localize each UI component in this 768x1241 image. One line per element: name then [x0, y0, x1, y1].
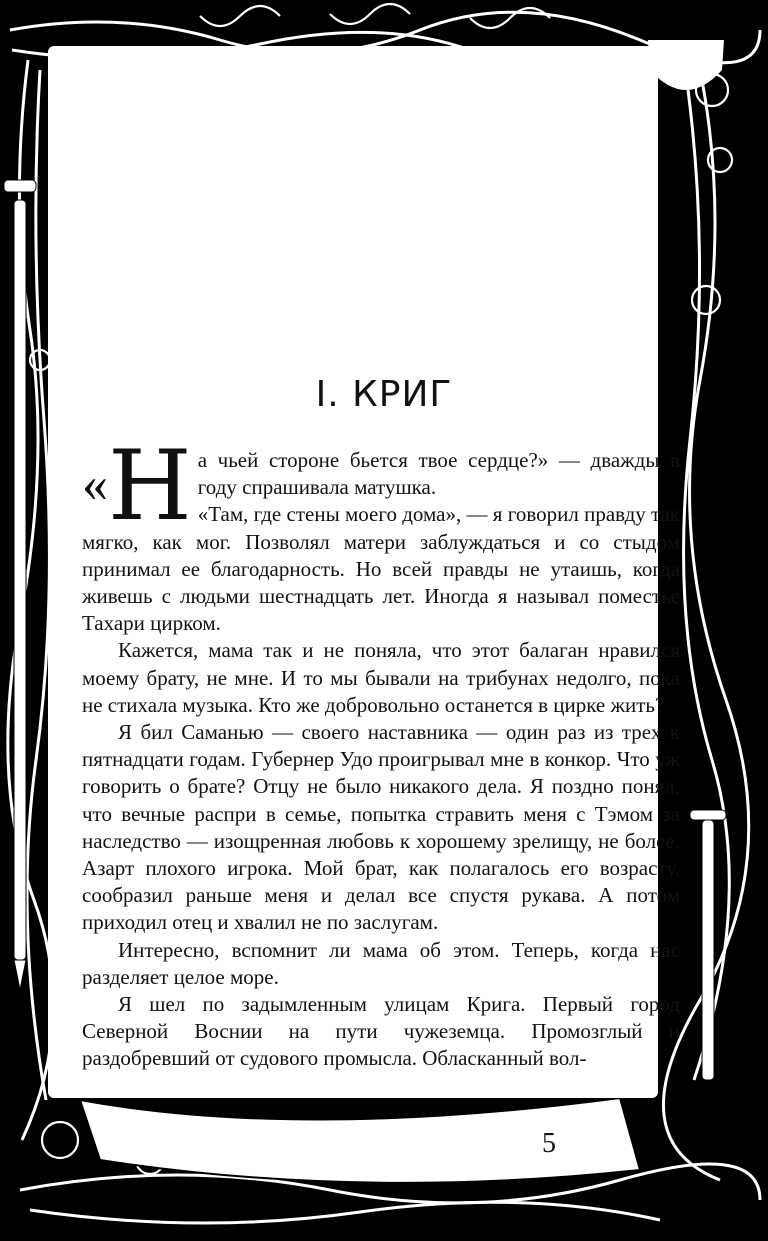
paragraph: Я бил Саманью — своего наставника — один раз из трех к пятнадцати годам. Губернер Удо проигрывал мне в конкор. Что уж говорить о брате? Отцу не было никакого дела. Я поздно понял, что вечные распри в семье, попытка стравить меня с Тэмом за наследство — изощренная любовь к хорошему зрелищу, не более. Азарт плохого игрока. Мой брат, как полагалось его возрасту, сообразил раньше меня и делал все спустя рукава. А потом приходил отец и хвалил не по заслугам. [82, 720, 680, 935]
opening-quote: « [82, 456, 108, 513]
body-text [82, 430, 680, 1073]
paragraph: «Там, где стены моего дома», — я говорил правду так мягко, как мог. Позволял матери заблуждаться и со стыдом принимал ее благодарность. Но всей правды не утаишь, когда живешь с людьми шестнадцать лет. Иногда я называл поместье Тахари цирком. [82, 502, 680, 636]
chapter-title: I. КРИГ [315, 374, 453, 415]
paragraph: Кажется, мама так и не поняла, что этот балаган нравился моему брату, не мне. И то мы бывали на трибунах недолго, пока не стихала музыка. Кто же добровольно останется в цирке жить? [82, 638, 680, 717]
drop-cap-block [82, 430, 192, 542]
drop-cap: Н [108, 430, 192, 542]
paragraph: Я шел по задымленным улицам Крига. Первый город Северной Воснии на пути чужеземца. Промозглый и раздобревший от судового промысла. Обласканный вол- [82, 992, 680, 1071]
paragraph-first: а чьей стороне бьется твое сердце?» — дважды в году спрашивала матушка. [197, 448, 680, 500]
page-number: 5 [542, 1128, 556, 1159]
paragraph: Интересно, вспомнит ли мама об этом. Теперь, когда нас разделяет целое море. [82, 937, 680, 989]
